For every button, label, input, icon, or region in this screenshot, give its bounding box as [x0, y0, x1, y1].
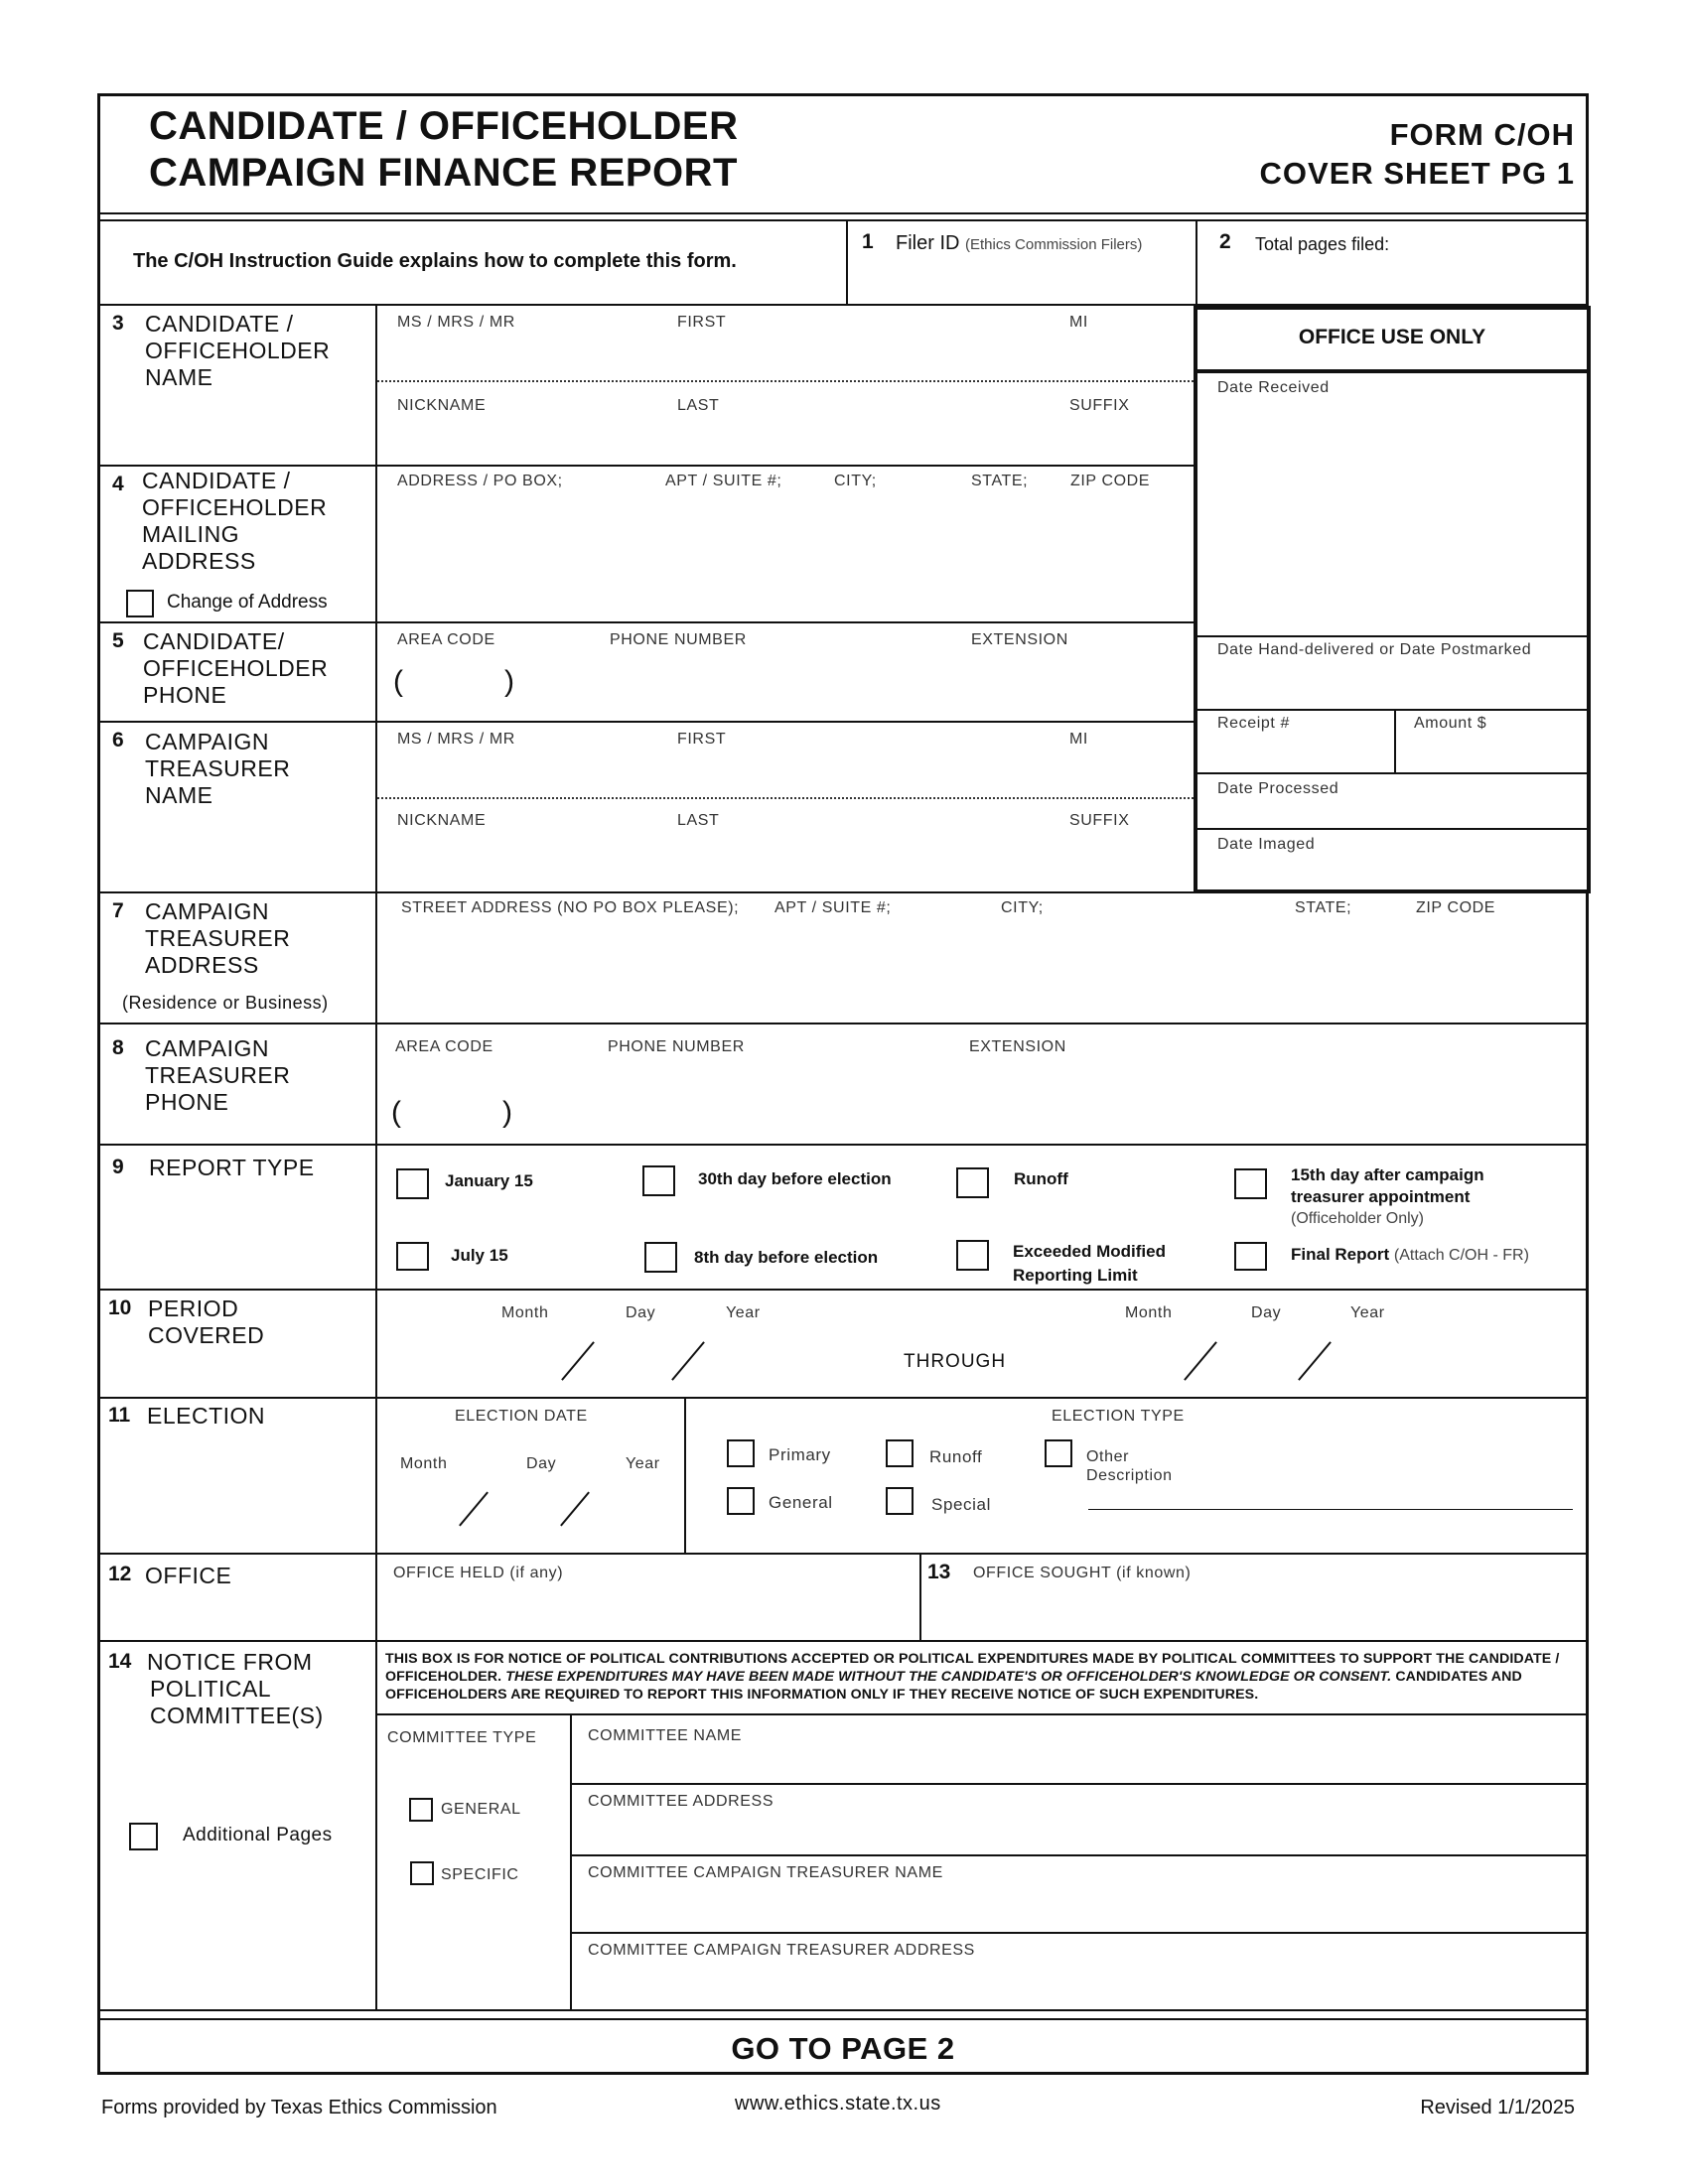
s8-line-3: PHONE [145, 1089, 229, 1115]
s6-dotted-divider [377, 797, 1194, 799]
s8-area-label: AREA CODE [395, 1038, 493, 1055]
committee-line-2 [570, 1854, 1589, 1856]
day8-label: 8th day before election [694, 1248, 879, 1267]
section-4-title [142, 468, 327, 575]
s8-phone-input[interactable] [379, 1062, 1585, 1142]
s6-last-label: LAST [677, 812, 720, 829]
s4-zip-label: ZIP CODE [1070, 473, 1151, 489]
general-election-checkbox[interactable] [727, 1487, 755, 1515]
s3-suffix-label: SUFFIX [1069, 397, 1130, 414]
section-9-number: 9 [112, 1156, 124, 1178]
s8-ext-label: EXTENSION [969, 1038, 1066, 1055]
s3-nickname-input[interactable] [379, 417, 1190, 461]
s7-line-3: ADDRESS [145, 952, 259, 978]
go-to-page-2: GO TO PAGE 2 [731, 2031, 955, 2066]
notice-part-b: THESE EXPENDITURES MAY HAVE BEEN MADE WITHOUT THE CANDIDATE'S OR OFFICEHOLDER'S KNOWLEDGE OR CONSENT. [505, 1669, 1392, 1685]
title-line-1: CANDIDATE / OFFICEHOLDER [149, 104, 739, 148]
s11-day-label: Day [526, 1455, 557, 1472]
filer-id-text: Filer ID [896, 232, 960, 254]
s6-line-1: CAMPAIGN [145, 729, 269, 754]
intro-divider-1 [846, 220, 848, 304]
s14-line-2: POLITICAL [150, 1676, 272, 1702]
notice-part-a: THIS BOX IS FOR NOTICE OF POLITICAL CONTRIBUTIONS ACCEPTED OR POLITICAL EXPENDITURES MADE BY POLITICAL COMMITTEES TO SUPPORT THE CANDIDATE / OFFICEHOLDER. [385, 1651, 1560, 1685]
s3-line-1: CANDIDATE / [145, 311, 294, 337]
s11-date-title: ELECTION DATE [455, 1408, 588, 1425]
title-line-2: CAMPAIGN FINANCE REPORT [149, 151, 738, 195]
s4-line-1: CANDIDATE / [142, 468, 291, 493]
s10-from-year-label: Year [726, 1304, 761, 1321]
section-5-number: 5 [112, 629, 124, 652]
other-description-line [1088, 1509, 1573, 1510]
section-12-title: OFFICE [145, 1563, 232, 1588]
row-line-9 [97, 1289, 1589, 1291]
section-3-title [145, 311, 330, 391]
committee-treasurer-name-label: COMMITTEE CAMPAIGN TREASURER NAME [588, 1864, 943, 1881]
row-line-10 [97, 1397, 1589, 1399]
total-pages-label: Total pages filed: [1255, 234, 1390, 254]
committee-line-1 [570, 1783, 1589, 1785]
committee-address-label: COMMITTEE ADDRESS [588, 1793, 774, 1810]
s7-apt-label: APT / SUITE #; [774, 899, 892, 916]
s4-line-4: ADDRESS [142, 548, 256, 574]
s10-through: THROUGH [904, 1351, 1007, 1372]
other-line-2: Description [1086, 1467, 1173, 1484]
s3-line-3: NAME [145, 364, 213, 390]
general-committee-label: GENERAL [441, 1801, 521, 1818]
runoff-election-checkbox[interactable] [886, 1439, 914, 1467]
final-report-checkbox[interactable] [1234, 1242, 1267, 1271]
jan15-checkbox[interactable] [396, 1168, 429, 1199]
s6-nickname-label: NICKNAME [397, 812, 487, 829]
s7-line-1: CAMPAIGN [145, 898, 269, 924]
section-11-number: 11 [108, 1404, 131, 1427]
date-hand-label: Date Hand-delivered or Date Postmarked [1217, 641, 1532, 658]
jul15-label: July 15 [451, 1246, 508, 1265]
header-divider-2 [97, 219, 1589, 221]
s4-line-3: MAILING [142, 521, 240, 547]
general-election-label: General [769, 1493, 833, 1512]
s10-to-date-input[interactable] [1120, 1326, 1398, 1390]
primary-checkbox[interactable] [727, 1439, 755, 1467]
exceeded-line-2: Reporting Limit [1013, 1266, 1138, 1285]
row-line-7 [97, 1023, 1589, 1024]
change-of-address-label: Change of Address [167, 592, 328, 613]
section-10-number: 10 [108, 1297, 132, 1319]
row-line-12 [97, 1640, 1589, 1642]
special-election-checkbox[interactable] [886, 1487, 914, 1515]
s3-last-label: LAST [677, 397, 720, 414]
day15-line-1: 15th day after campaign [1291, 1165, 1484, 1184]
s10-from-date-input[interactable] [496, 1326, 774, 1390]
s7-street-label: STREET ADDRESS (NO PO BOX PLEASE); [401, 899, 740, 916]
committee-treasurer-name-input[interactable] [576, 1886, 1583, 1926]
office-held-label: OFFICE HELD (if any) [393, 1565, 564, 1581]
specific-committee-checkbox[interactable] [410, 1861, 434, 1885]
jul15-checkbox[interactable] [396, 1242, 429, 1271]
receipt-label: Receipt # [1217, 715, 1290, 732]
s3-first-label: FIRST [677, 314, 727, 331]
office-receipt-divider [1394, 709, 1396, 772]
section-13-number: 13 [927, 1561, 951, 1583]
section-9-title: REPORT TYPE [149, 1155, 315, 1180]
final-report-label [1291, 1245, 1529, 1265]
s4-city-label: CITY; [834, 473, 877, 489]
s5-area-label: AREA CODE [397, 631, 495, 648]
office-line-4 [1194, 828, 1591, 830]
other-election-checkbox[interactable] [1045, 1439, 1072, 1467]
committee-treasurer-address-input[interactable] [576, 1964, 1583, 2005]
s11-type-title: ELECTION TYPE [1052, 1408, 1185, 1425]
s5-phone-input[interactable] [379, 655, 1190, 715]
s5-line-1: CANDIDATE/ [143, 628, 285, 654]
row-line-3 [97, 465, 1194, 467]
exceeded-checkbox[interactable] [956, 1240, 989, 1271]
s7-city-label: CITY; [1001, 899, 1044, 916]
s6-prefix-label: MS / MRS / MR [397, 731, 515, 748]
s5-paren-open: ( [393, 665, 403, 698]
s6-line-2: TREASURER [145, 755, 291, 781]
s4-line-2: OFFICEHOLDER [142, 494, 328, 520]
additional-pages-label: Additional Pages [183, 1825, 333, 1845]
s3-dotted-divider [377, 380, 1194, 382]
committee-type-label: COMMITTEE TYPE [387, 1729, 537, 1746]
row-line-11 [97, 1553, 1589, 1555]
s7-note: (Residence or Business) [122, 993, 329, 1013]
section-6-number: 6 [112, 729, 124, 751]
row-line-8 [97, 1144, 1589, 1146]
section-7-title [145, 898, 290, 979]
committee-type-divider [570, 1714, 572, 2009]
row-line-4 [97, 621, 1194, 623]
change-of-address-checkbox[interactable] [126, 590, 154, 617]
specific-committee-label: SPECIFIC [441, 1866, 519, 1883]
final-report-text: Final Report [1291, 1245, 1390, 1264]
s11-month-label: Month [400, 1455, 448, 1472]
s10-from-day-label: Day [626, 1304, 656, 1321]
s4-address-input[interactable] [379, 496, 1190, 615]
office-use-title-line [1194, 369, 1591, 373]
additional-pages-checkbox[interactable] [129, 1823, 158, 1850]
s3-name-input[interactable] [379, 334, 1190, 377]
jan15-label: January 15 [445, 1171, 533, 1190]
form-title [149, 103, 738, 197]
total-pages-number: 2 [1219, 230, 1231, 253]
notice-divider [377, 1713, 1589, 1715]
section-11-title: ELECTION [147, 1403, 266, 1429]
day15-line-3: (Officeholder Only) [1291, 1210, 1424, 1227]
section-8-title [145, 1035, 290, 1116]
s4-apt-label: APT / SUITE #; [665, 473, 782, 489]
day15-label [1291, 1164, 1484, 1230]
s11-year-label: Year [626, 1455, 660, 1472]
total-pages-field[interactable] [1390, 226, 1579, 296]
s8-number-label: PHONE NUMBER [608, 1038, 745, 1055]
s7-line-2: TREASURER [145, 925, 291, 951]
bottom-line-1 [97, 2009, 1589, 2011]
footer-provider: Forms provided by Texas Ethics Commission [101, 2097, 497, 2118]
date-received-label: Date Received [1217, 379, 1330, 396]
date-processed-label: Date Processed [1217, 780, 1339, 797]
section-14-title [147, 1649, 324, 1729]
row-line-6 [97, 891, 1589, 893]
other-line-1: Other [1086, 1448, 1130, 1465]
filer-id-number: 1 [862, 230, 874, 253]
form-id-line-1: FORM C/OH [1389, 117, 1575, 152]
s10-to-year-label: Year [1350, 1304, 1385, 1321]
s14-line-1: NOTICE FROM [147, 1649, 313, 1675]
s6-nickname-input[interactable] [379, 834, 1190, 884]
s8-line-1: CAMPAIGN [145, 1035, 269, 1061]
day15-checkbox[interactable] [1234, 1168, 1267, 1199]
office-line-3 [1194, 772, 1591, 774]
form-id [1260, 115, 1575, 193]
s11-date-input[interactable] [395, 1479, 673, 1537]
s3-nickname-label: NICKNAME [397, 397, 487, 414]
s3-line-2: OFFICEHOLDER [145, 338, 331, 363]
s6-first-label: FIRST [677, 731, 727, 748]
runoff-checkbox[interactable] [956, 1167, 989, 1198]
section-12-number: 12 [108, 1563, 132, 1585]
day30-checkbox[interactable] [642, 1165, 675, 1196]
s5-line-3: PHONE [143, 682, 227, 708]
s8-paren-close: ) [502, 1096, 512, 1129]
form-id-line-2: COVER SHEET PG 1 [1259, 156, 1575, 191]
committee-address-input[interactable] [576, 1815, 1583, 1850]
final-report-note: (Attach C/OH - FR) [1393, 1247, 1529, 1264]
s5-number-label: PHONE NUMBER [610, 631, 747, 648]
s14-line-3: COMMITTEE(S) [150, 1703, 324, 1728]
committee-name-label: COMMITTEE NAME [588, 1727, 743, 1744]
header-divider [97, 212, 1589, 214]
section-3-number: 3 [112, 312, 124, 335]
office-sought-label: OFFICE SOUGHT (if known) [973, 1565, 1192, 1581]
other-description-input[interactable] [1088, 1479, 1573, 1507]
s10-to-month-label: Month [1125, 1304, 1173, 1321]
section-14-number: 14 [108, 1650, 132, 1673]
section-6-title [145, 729, 290, 809]
s7-address-input[interactable] [379, 923, 1585, 1017]
general-committee-checkbox[interactable] [409, 1798, 433, 1822]
s6-mi-label: MI [1069, 731, 1088, 748]
filer-id-note: (Ethics Commission Filers) [965, 236, 1143, 253]
filer-id-label [896, 232, 1142, 255]
day15-line-2: treasurer appointment [1291, 1187, 1471, 1206]
section-8-number: 8 [112, 1036, 124, 1059]
s5-paren-close: ) [504, 665, 514, 698]
s3-mi-label: MI [1069, 314, 1088, 331]
primary-label: Primary [769, 1445, 831, 1464]
s5-ext-label: EXTENSION [971, 631, 1068, 648]
s10-from-month-label: Month [501, 1304, 549, 1321]
intro-divider-2 [1196, 220, 1197, 304]
office-use-title: OFFICE USE ONLY [1298, 326, 1486, 348]
day8-checkbox[interactable] [644, 1242, 677, 1273]
exceeded-line-1: Exceeded Modified [1013, 1242, 1166, 1261]
s5-line-2: OFFICEHOLDER [143, 655, 329, 681]
special-election-label: Special [931, 1495, 991, 1514]
label-column-divider [375, 304, 377, 2009]
s10-line-1: PERIOD [148, 1296, 239, 1321]
s11-divider [684, 1398, 686, 1553]
exceeded-label [1013, 1240, 1166, 1288]
s7-zip-label: ZIP CODE [1416, 899, 1496, 916]
s8-line-2: TREASURER [145, 1062, 291, 1088]
footer-url[interactable]: www.ethics.state.tx.us [735, 2093, 941, 2115]
day30-label: 30th day before election [698, 1169, 892, 1188]
notice-text [385, 1650, 1581, 1704]
section-10-title [148, 1296, 264, 1349]
s6-name-input[interactable] [379, 751, 1190, 794]
runoff-label: Runoff [1014, 1169, 1068, 1188]
office-sought-input[interactable] [925, 1588, 1583, 1636]
s4-state-label: STATE; [971, 473, 1029, 489]
runoff-election-label: Runoff [929, 1447, 983, 1466]
s4-address-label: ADDRESS / PO BOX; [397, 473, 563, 489]
s10-line-2: COVERED [148, 1322, 265, 1348]
office-line-1 [1194, 635, 1591, 637]
s8-paren-open: ( [391, 1096, 401, 1129]
s10-to-day-label: Day [1251, 1304, 1282, 1321]
filer-id-field[interactable] [854, 260, 1188, 300]
section-7-number: 7 [112, 899, 124, 922]
notice-part-c: CANDIDATES AND OFFICEHOLDERS ARE REQUIRED TO REPORT THIS INFORMATION ONLY IF THEY RECEIVE NOTICE OF SUCH EXPENDITURES. [385, 1669, 1522, 1703]
office-line-2 [1194, 709, 1591, 711]
s6-line-3: NAME [145, 782, 213, 808]
office-held-input[interactable] [379, 1588, 915, 1636]
committee-treasurer-address-label: COMMITTEE CAMPAIGN TREASURER ADDRESS [588, 1942, 975, 1959]
date-imaged-label: Date Imaged [1217, 836, 1316, 853]
s7-state-label: STATE; [1295, 899, 1352, 916]
instruction-text: The C/OH Instruction Guide explains how to complete this form. [133, 250, 737, 272]
office-divider [919, 1553, 921, 1640]
bottom-line-2 [97, 2018, 1589, 2020]
footer-revised: Revised 1/1/2025 [1420, 2097, 1575, 2118]
committee-line-3 [570, 1932, 1589, 1934]
row-line-5 [97, 721, 1194, 723]
section-5-title [143, 628, 328, 709]
s3-prefix-label: MS / MRS / MR [397, 314, 515, 331]
section-4-number: 4 [112, 473, 124, 495]
committee-name-input[interactable] [576, 1749, 1583, 1779]
s6-suffix-label: SUFFIX [1069, 812, 1130, 829]
amount-label: Amount $ [1414, 715, 1487, 732]
